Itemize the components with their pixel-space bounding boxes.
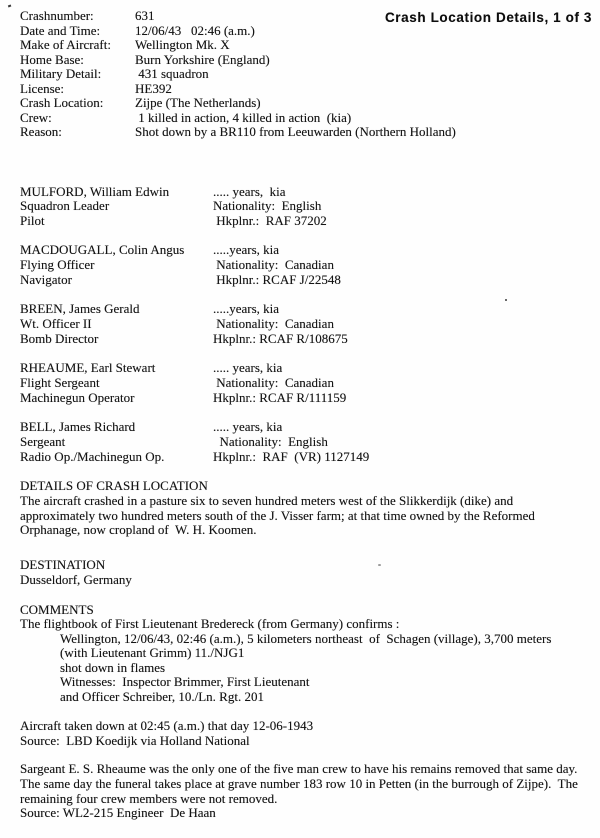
crew-position: Bomb Director xyxy=(20,330,99,346)
crew-rank: Flying Officer xyxy=(20,257,95,273)
comments-indented-line: Wellington, 12/06/43, 02:46 (a.m.), 5 kilometers northeast of Schagen (village), 3,700 meters xyxy=(60,630,552,646)
crew-serial: Hkplnr.: RCAF R/111159 xyxy=(213,389,347,405)
section-takedown xyxy=(20,719,592,748)
crew-position: Navigator xyxy=(20,271,72,287)
closing-line: The same day the funeral takes place at grave number 183 row 10 in Petten (in the burrough of Zijpe). The xyxy=(20,775,578,791)
crew-age: ..... years, kia xyxy=(213,419,283,435)
paragraph-line: approximately two hundred meters south of the J. Visser farm; at that time owned by the Reformed xyxy=(20,507,535,523)
crew-serial: Hkplnr.: RAF (VR) 1127149 xyxy=(213,448,370,464)
crew-rank: Squadron Leader xyxy=(20,198,110,214)
header-row-make-of-aircraft xyxy=(20,38,592,53)
crew-nationality: Nationality: Canadian xyxy=(213,375,334,391)
page-title: Crash Location Details, 1 of 3 xyxy=(384,10,592,25)
crew-nationality: Nationality: English xyxy=(213,198,322,214)
section-heading: DESTINATION xyxy=(20,557,106,573)
crew-nationality: Nationality: Canadian xyxy=(213,316,334,332)
closing-source: Source: WL2-215 Engineer De Haan xyxy=(20,805,216,821)
crew-member-breen xyxy=(20,302,592,346)
closing-line: Sargeant E. S. Rheaume was the only one of the five man crew to have his remains removed that same day. xyxy=(20,761,578,777)
crew-member-mulford xyxy=(20,185,592,229)
header-row-military-detail xyxy=(20,67,592,82)
header-row-license xyxy=(20,82,592,97)
crew-name: RHEAUME, Earl Stewart xyxy=(20,360,156,376)
field-label: Crashnumber: xyxy=(20,8,94,23)
field-value: Shot down by a BR110 from Leeuwarden (Northern Holland) xyxy=(135,124,456,139)
field-label: Home Base: xyxy=(20,51,84,67)
header-row-reason xyxy=(20,125,592,140)
section-comments xyxy=(20,603,592,705)
crew-serial: Hkplnr.: RCAF R/108675 xyxy=(213,330,348,346)
section-heading: COMMENTS xyxy=(20,601,94,617)
field-label: Reason: xyxy=(20,124,62,139)
field-value: Wellington Mk. X xyxy=(135,37,230,52)
paragraph-line: The aircraft crashed in a pasture six to seven hundred meters west of the Slikkerdijk (dike) and xyxy=(20,493,514,509)
crew-age: ..... years, kia xyxy=(213,360,283,376)
field-label: Crash Location: xyxy=(20,95,104,110)
field-value: 1 killed in action, 4 killed in action (kia) xyxy=(135,109,352,125)
crew-list xyxy=(20,185,592,465)
comments-indented-line: shot down in flames xyxy=(60,659,166,675)
crew-position: Radio Op./Machinegun Op. xyxy=(20,448,165,464)
crew-member-macdougall xyxy=(20,243,592,287)
comments-intro: The flightbook of First Lieutenant Bredereck (from Germany) confirms : xyxy=(20,616,400,632)
comments-indented-line: (with Lieutenant Grimm) 11./NJG1 xyxy=(60,645,245,661)
section-destination xyxy=(20,558,592,587)
field-value: HE392 xyxy=(135,80,172,96)
crew-rank: Wt. Officer II xyxy=(20,316,92,332)
crew-age: ..... years, kia xyxy=(213,183,286,199)
section-closing-remarks xyxy=(20,762,592,821)
crew-rank: Sergeant xyxy=(20,434,66,450)
field-value: Burn Yorkshire (England) xyxy=(135,51,270,67)
field-value: 631 xyxy=(135,8,155,23)
crew-nationality: Nationality: Canadian xyxy=(213,257,334,273)
scan-artifact xyxy=(505,299,507,301)
section-details-of-crash-location xyxy=(20,479,592,538)
scan-artifact xyxy=(378,564,381,566)
field-value: 431 squadron xyxy=(135,66,209,81)
crew-serial: Hkplnr.: RCAF J/22548 xyxy=(213,271,341,287)
crew-name: BREEN, James Gerald xyxy=(20,301,140,317)
crew-nationality: Nationality: English xyxy=(213,434,328,450)
header-row-home-base xyxy=(20,53,592,68)
paragraph-line: Orphanage, now cropland of W. H. Koomen. xyxy=(20,522,257,538)
comments-indented-line: and Officer Schreiber, 10./Ln. Rgt. 201 xyxy=(60,688,264,704)
field-label: Make of Aircraft: xyxy=(20,37,111,52)
destination-text: Dusseldorf, Germany xyxy=(20,571,132,587)
header-fields xyxy=(20,9,592,140)
scan-artifact xyxy=(8,5,11,7)
crew-position: Pilot xyxy=(20,212,45,228)
field-label: License: xyxy=(20,80,65,96)
header-row-date-time xyxy=(20,24,592,39)
crew-age: .....years, kia xyxy=(213,242,280,258)
takedown-line: Aircraft taken down at 02:45 (a.m.) that day 12-06-1943 xyxy=(20,718,314,734)
comments-indented-line: Witnesses: Inspector Brimmer, First Lieutenant xyxy=(60,674,310,690)
crew-member-bell xyxy=(20,420,592,464)
field-value: 12/06/43 02:46 (a.m.) xyxy=(135,22,255,38)
field-value: Zijpe (The Netherlands) xyxy=(135,95,261,110)
crew-name: BELL, James Richard xyxy=(20,419,136,435)
header-row-crew xyxy=(20,111,592,126)
field-label: Military Detail: xyxy=(20,66,102,81)
header-row-crash-location xyxy=(20,96,592,111)
crew-position: Machinegun Operator xyxy=(20,389,135,405)
takedown-source: Source: LBD Koedijk via Holland National xyxy=(20,732,250,748)
crew-age: .....years, kia xyxy=(213,301,280,317)
crew-member-rheaume xyxy=(20,361,592,405)
crew-name: MULFORD, William Edwin xyxy=(20,183,170,199)
field-label: Crew: xyxy=(20,109,52,125)
crew-rank: Flight Sergeant xyxy=(20,375,100,391)
section-heading: DETAILS OF CRASH LOCATION xyxy=(20,478,208,494)
crew-serial: Hkplnr.: RAF 37202 xyxy=(213,212,327,228)
closing-line: remaining four crew members were not removed. xyxy=(20,790,278,806)
field-label: Date and Time: xyxy=(20,22,101,38)
crew-name: MACDOUGALL, Colin Angus xyxy=(20,242,185,258)
